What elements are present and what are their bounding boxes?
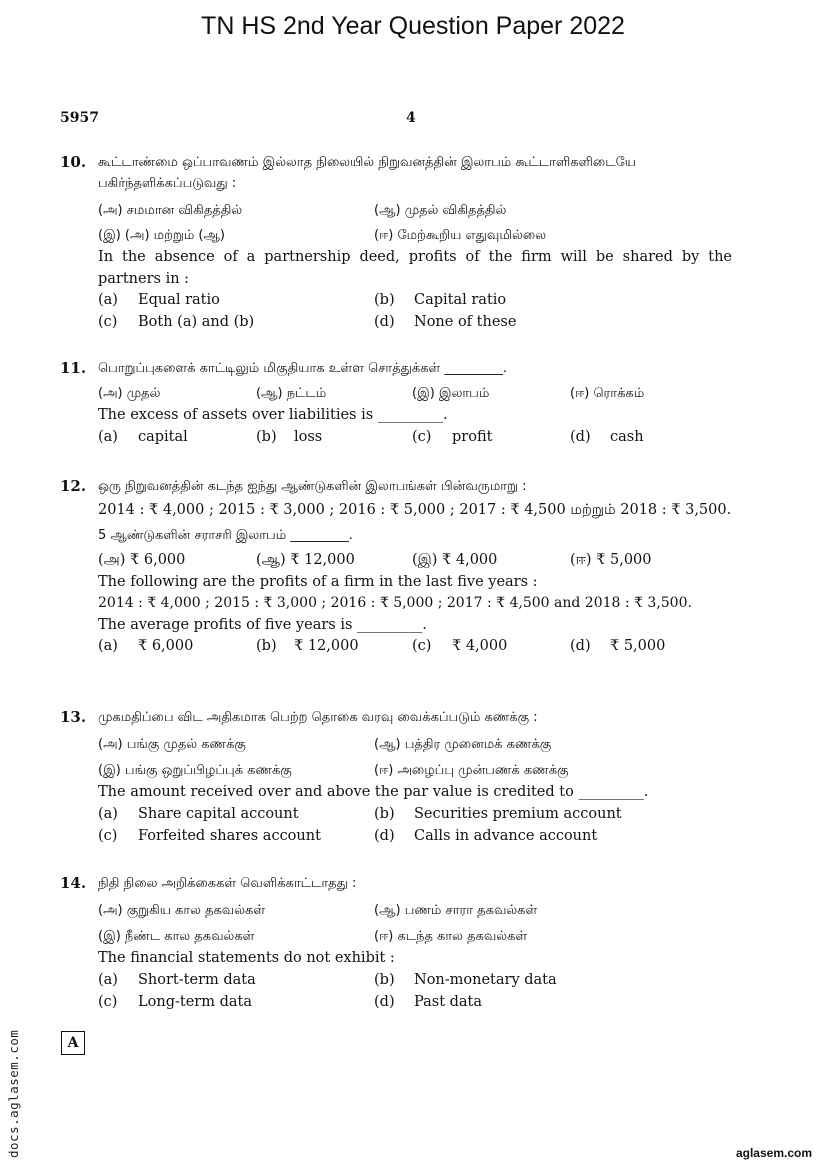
booklet-type-box: A (61, 1031, 85, 1055)
question-14 (60, 873, 732, 1014)
profit-data-english: 2014 : ₹ 4,000 ; 2015 : ₹ 3,000 ; 2016 : ₹ 5,000 ; 2017 : ₹ 4,500 and 2018 : ₹ 3,500. (98, 595, 692, 611)
tamil-option: (அ) சமமான விகிதத்தில் (98, 203, 243, 218)
paper-code: 5957 (60, 110, 99, 126)
question-text-tamil: முகமதிப்பை விட அதிகமாக பெற்ற தொகை வரவு வைக்கப்படும் கணக்கு : (98, 710, 538, 725)
question-text-english: The excess of assets over liabilities is _________. (98, 407, 448, 423)
option-text: Forfeited shares account (138, 827, 321, 844)
option-text: Short-term data (138, 971, 256, 988)
option-text: capital (138, 428, 188, 445)
question-text-english: The following are the profits of a firm in the last five years : (98, 573, 538, 590)
option-label: (d) (374, 827, 395, 844)
question-number: 13. (60, 708, 87, 726)
option-text: Past data (414, 993, 483, 1010)
option-text: Long-term data (138, 993, 252, 1010)
question-12 (60, 476, 732, 658)
tamil-option: (ஈ) அழைப்பு முன்பணக் கணக்கு (374, 763, 569, 778)
question-11 (60, 358, 732, 449)
option-label: (c) (412, 638, 432, 654)
option-label: (d) (570, 638, 591, 654)
tamil-option: (ஈ) கடந்த கால தகவல்கள் (374, 929, 528, 944)
option-text: ₹ 5,000 (610, 638, 666, 654)
tamil-option: (ஈ) மேற்கூறிய எதுவுமில்லை (374, 228, 547, 243)
option-label: (d) (374, 993, 395, 1010)
question-number: 10. (60, 153, 87, 171)
option-text: ₹ 12,000 (294, 638, 359, 654)
option-label: (d) (374, 314, 395, 330)
profit-data-tamil: 2014 : ₹ 4,000 ; 2015 : ₹ 3,000 ; 2016 : ₹ 5,000 ; 2017 : ₹ 4,500 மற்றும் 2018 : ₹ 3,500. (98, 502, 732, 518)
option-text: loss (294, 428, 323, 445)
option-text: Share capital account (138, 805, 299, 822)
question-text-tamil: பொறுப்புகளைக் காட்டிலும் மிகுதியாக உள்ள சொத்துக்கள் _________. (98, 361, 508, 376)
question-number: 14. (60, 874, 87, 892)
question-number: 11. (60, 359, 87, 377)
option-text: profit (452, 428, 493, 445)
tamil-option: (இ) பங்கு ஒறுப்பிழப்புக் கணக்கு (98, 763, 292, 778)
question-text-english: The amount received over and above the par value is credited to _________. (98, 784, 649, 800)
option-label: (b) (374, 805, 395, 822)
tamil-option: (இ) நீண்ட கால தகவல்கள் (98, 929, 255, 944)
tamil-option: (இ) இலாபம் (412, 386, 490, 401)
tamil-option: (ஆ) நட்டம் (256, 386, 327, 401)
tamil-option: (இ) (அ) மற்றும் (ஆ) (98, 228, 225, 243)
option-text: Both (a) and (b) (138, 314, 255, 330)
option-text: Capital ratio (414, 292, 507, 308)
question-13 (60, 707, 732, 848)
question-text-tamil: கூட்டாண்மை ஒப்பாவணம் இல்லாத நிலையில் நிறுவனத்தின் இலாபம் கூட்டாளிகளிடையே பகிர்ந்தளிக்கப்படுவது : (98, 155, 636, 191)
option-label: (c) (98, 827, 118, 844)
question-subtext-tamil: 5 ஆண்டுகளின் சராசரி இலாபம் _________. (98, 527, 353, 543)
tamil-option: (ஈ) ₹ 5,000 (570, 551, 652, 568)
option-label: (d) (570, 428, 591, 445)
page-number: 4 (406, 110, 416, 126)
tamil-option: (ஆ) பணம் சாரா தகவல்கள் (374, 903, 538, 918)
question-text-tamil: நிதி நிலை அறிக்கைகள் வெளிக்காட்டாதது : (98, 876, 357, 891)
option-label: (b) (256, 638, 277, 654)
tamil-option: (ஆ) பத்திர முனைமக் கணக்கு (374, 737, 552, 752)
option-label: (a) (98, 292, 118, 308)
option-text: None of these (414, 314, 517, 330)
tamil-option: (இ) ₹ 4,000 (412, 551, 498, 568)
question-text-english: In the absence of a partnership deed, profits of the firm will be shared by the partners in : (98, 249, 732, 287)
question-subtext-english: The average profits of five years is _________. (98, 616, 427, 633)
tamil-option: (ஆ) ₹ 12,000 (256, 551, 355, 568)
side-watermark: docs.aglasem.com (6, 1029, 21, 1158)
tamil-option: (அ) பங்கு முதல் கணக்கு (98, 737, 246, 752)
page-title: TN HS 2nd Year Question Paper 2022 (201, 12, 625, 40)
option-label: (a) (98, 805, 118, 822)
option-text: Calls in advance account (414, 827, 598, 844)
question-10 (60, 152, 732, 334)
option-text: Securities premium account (414, 805, 622, 822)
option-label: (a) (98, 638, 118, 654)
option-label: (a) (98, 428, 118, 445)
tamil-option: (ஈ) ரொக்கம் (570, 386, 645, 401)
option-text: ₹ 4,000 (452, 638, 508, 654)
footer-site: aglasem.com (735, 1146, 812, 1160)
option-text: Non-monetary data (414, 971, 557, 988)
option-label: (b) (374, 292, 395, 308)
question-text-english: The financial statements do not exhibit : (98, 950, 395, 966)
question-text-tamil: ஒரு நிறுவனத்தின் கடந்த ஐந்து ஆண்டுகளின் இலாபங்கள் பின்வருமாறு : (98, 479, 527, 494)
option-text: cash (610, 428, 644, 445)
option-text: ₹ 6,000 (138, 638, 194, 654)
option-label: (c) (98, 314, 118, 330)
question-number: 12. (60, 477, 87, 495)
option-label: (c) (98, 993, 118, 1010)
option-label: (b) (374, 971, 395, 988)
tamil-option: (அ) ₹ 6,000 (98, 551, 186, 568)
option-label: (a) (98, 971, 118, 988)
option-label: (b) (256, 428, 277, 445)
tamil-option: (அ) குறுகிய கால தகவல்கள் (98, 903, 266, 918)
option-label: (c) (412, 428, 432, 445)
tamil-option: (அ) முதல் (98, 386, 161, 401)
tamil-option: (ஆ) முதல் விகிதத்தில் (374, 203, 507, 218)
option-text: Equal ratio (138, 292, 220, 308)
